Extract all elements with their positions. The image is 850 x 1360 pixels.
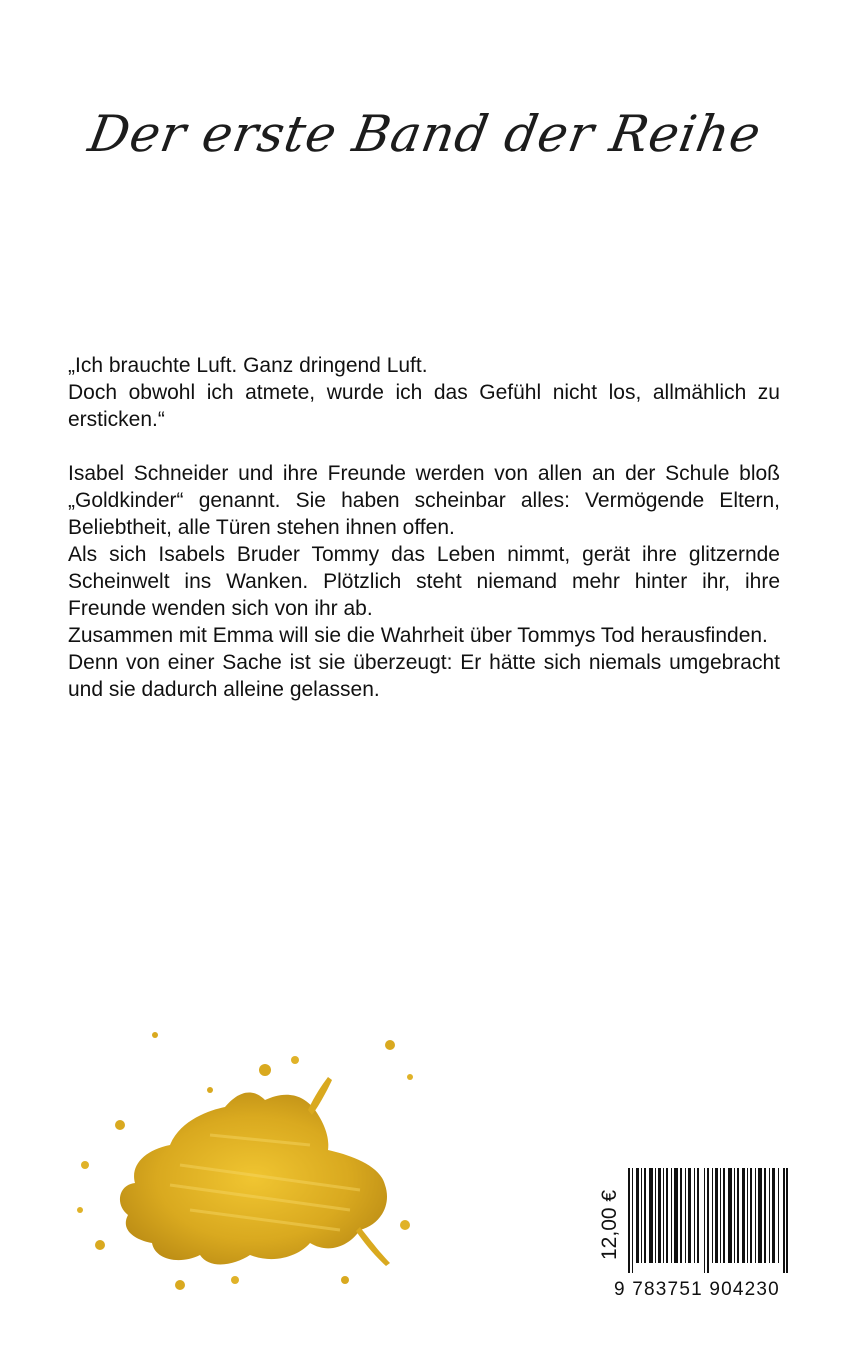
price-text: 12,00 € <box>598 1189 621 1260</box>
series-tagline: Der erste Band der Reihe <box>84 105 766 163</box>
blurb-paragraph-4: Denn von einer Sache ist sie überzeugt: Er hätte sich niemals umgebracht und sie dadurch alleine gelassen. <box>68 651 780 701</box>
quote-line-2: Doch obwohl ich atmete, wurde ich das Gefühl nicht los, allmählich zu ersticken.“ <box>68 381 780 431</box>
back-cover-blurb <box>68 352 780 703</box>
blurb-paragraph-3: Zusammen mit Emma will sie die Wahrheit über Tommys Tod herausfinden. <box>68 624 768 647</box>
blurb-paragraph-1: Isabel Schneider und ihre Freunde werden von allen an der Schule bloß „Goldkinder“ genannt. Sie haben scheinbar alles: Vermögende Eltern, Beliebtheit, alle Türen stehen ihnen offen. <box>68 462 780 539</box>
price-label <box>598 1170 626 1260</box>
gold-paint-splash-icon <box>60 1015 430 1305</box>
quote-line-1: „Ich brauchte Luft. Ganz dringend Luft. <box>68 354 428 377</box>
barcode-icon <box>628 1168 788 1273</box>
isbn-number: 9 783751 904230 <box>614 1279 780 1300</box>
blurb-paragraph-2: Als sich Isabels Bruder Tommy das Leben nimmt, gerät ihre glitzernde Scheinwelt ins Wanken. Plötzlich steht niemand mehr hinter ihr, ihre Freunde wenden sich von ihr ab. <box>68 543 780 620</box>
